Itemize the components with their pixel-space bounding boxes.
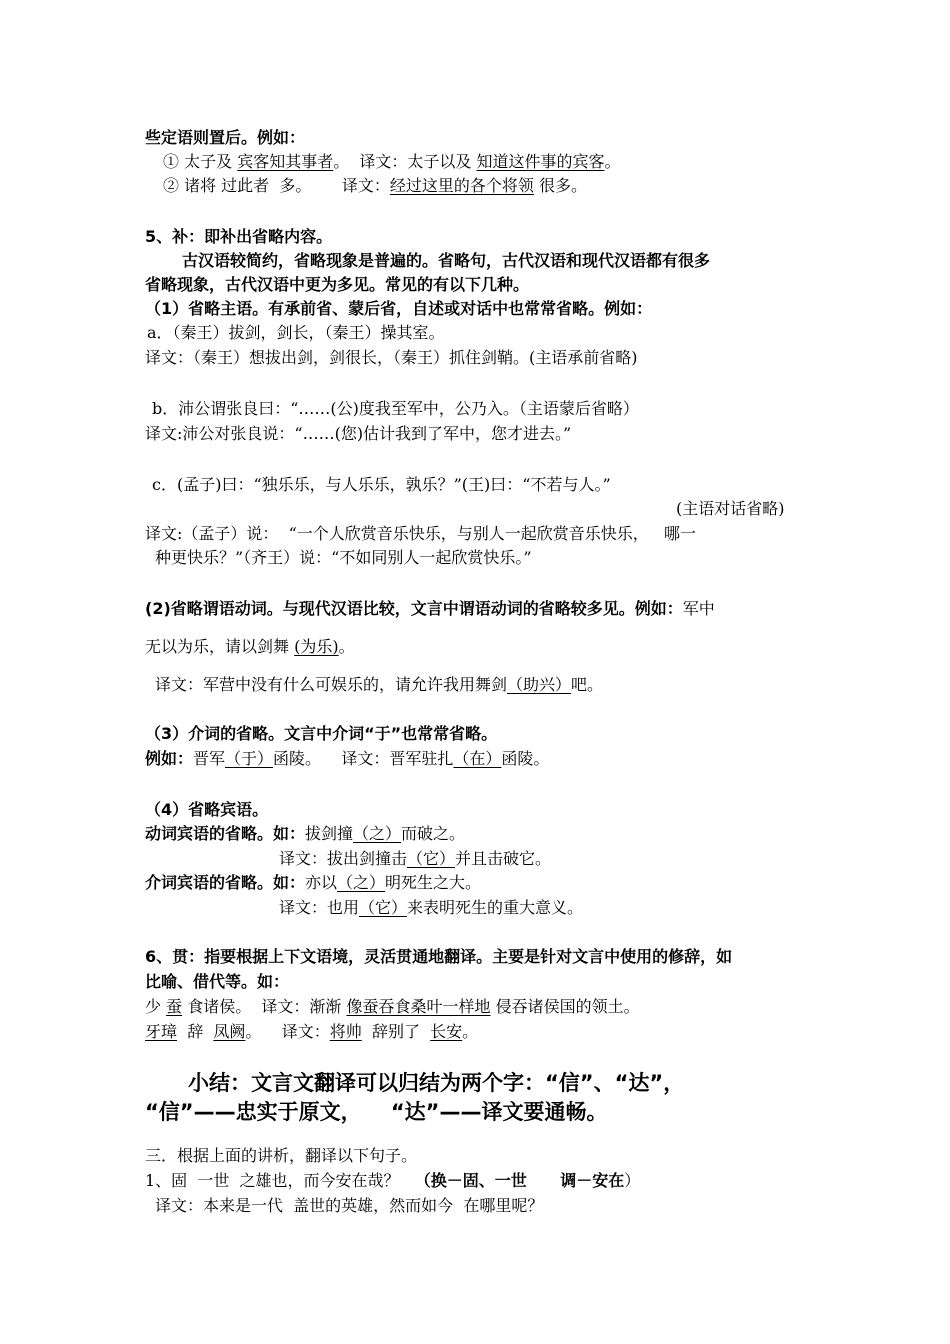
underlined-text: （于）	[225, 749, 274, 768]
bold-text: (2)省略谓语动词。与现代汉语比较，文言中谓语动词的省略较多见。例如：	[145, 599, 683, 618]
underlined-text: 将帅	[329, 1022, 362, 1041]
underlined-text: 凤阙	[213, 1022, 246, 1041]
text-line	[145, 723, 497, 745]
text-segment: 并且击破它。	[455, 849, 552, 868]
bold-text: 例如：	[145, 749, 194, 768]
text-segment: 亦以	[305, 873, 338, 892]
text-segment: c．(孟子)曰：“独乐乐，与人乐乐，孰乐？”(王)曰：“不若与人。”	[152, 475, 611, 494]
bold-text: （4）省略宾语。	[145, 800, 269, 819]
bold-text: 省略现象，古代汉语中更为多见。常见的有以下几种。	[145, 275, 530, 294]
underlined-text: （在）	[453, 749, 502, 768]
bold-text: 古汉语较简约，省略现象是普遍的。省略句，古代汉语和现代汉语都有很多	[182, 251, 711, 270]
text-segment: 辞	[177, 1022, 214, 1041]
text-segment: ① 太子及	[163, 152, 238, 171]
bold-text: （3）介词的省略。文言中介词“于”也常常省略。	[145, 724, 498, 743]
text-line	[279, 897, 583, 919]
bold-text: 6、贯：指要根据上下文语境，灵活贯通地翻译。主要是针对文言中使用的修辞，如	[145, 947, 733, 966]
text-line	[145, 127, 305, 149]
text-line	[145, 1021, 478, 1043]
text-segment: 译文:沛公对张良说：“……(您)估计我到了军中，您才进去。”	[145, 424, 572, 443]
text-segment: 。 译文：	[245, 1022, 330, 1041]
text-line	[163, 151, 621, 173]
text-segment: 明死生之大。	[385, 873, 482, 892]
bold-text: 些定语则置后。例如：	[145, 128, 306, 147]
text-segment: 晋军	[193, 749, 226, 768]
text-segment: 译文：拔出剑撞击	[279, 849, 408, 868]
text-line	[145, 799, 268, 821]
text-segment: a．（秦王）拔剑，剑长，（秦王）操其室。	[147, 323, 445, 342]
text-segment: 辞别了	[361, 1022, 431, 1041]
text-segment: 军中	[682, 599, 715, 618]
text-line	[145, 298, 652, 320]
text-segment: 函陵。 译文：晋军驻扎	[273, 749, 454, 768]
text-line	[145, 1170, 640, 1192]
text-line	[155, 547, 532, 569]
underlined-text: （之）	[337, 873, 386, 892]
text-segment: 而破之。	[401, 824, 466, 843]
underlined-text: （助兴）	[507, 675, 572, 694]
text-line	[145, 423, 571, 445]
text-segment: ）	[624, 1171, 641, 1190]
text-segment: 少	[145, 997, 167, 1016]
text-segment: b．沛公谓张良曰：“……(公)度我至军中，公乃入。（主语蒙后省略）	[152, 399, 639, 418]
underlined-text: (为乐)	[294, 637, 339, 656]
text-segment: 译文：（秦王）想拔出剑，剑很长，（秦王）抓住剑鞘。(主语承前省略)	[145, 348, 638, 367]
text-line	[155, 674, 603, 696]
text-segment: 1、固 一世 之雄也，而今安在哉？	[145, 1171, 415, 1190]
text-segment: ② 诸将 过此者 多。 译文：	[163, 176, 390, 195]
text-line	[188, 1068, 684, 1098]
text-line	[152, 398, 639, 420]
underlined-text: 知道这件事的宾客	[476, 152, 605, 171]
text-line	[147, 322, 445, 344]
text-segment: 无以为乐，请以剑舞	[145, 637, 295, 656]
text-segment: 吧。	[571, 675, 604, 694]
text-segment: 函陵。	[501, 749, 550, 768]
underlined-text: （它）	[407, 849, 456, 868]
text-line	[145, 347, 638, 369]
text-segment: 译文:（孟子）说： “一个人欣赏音乐快乐，与别人一起欣赏音乐快乐， 哪一	[145, 524, 697, 543]
text-segment: “信”——忠实于原文， “达”——译文要通畅。	[145, 1100, 608, 1124]
text-segment: 。	[338, 637, 355, 656]
text-segment: 译文：也用	[279, 898, 360, 917]
bold-text: （换－固、一世 调－安在	[414, 1171, 625, 1190]
text-segment: 小结：文言文翻译可以归结为两个字：“信”、“达”，	[188, 1071, 685, 1095]
text-segment: 。 译文：太子以及	[333, 152, 477, 171]
text-line	[182, 250, 710, 272]
underlined-text: 宾客知其事者	[237, 152, 334, 171]
text-line	[145, 598, 715, 620]
text-segment: 来表明死生的重大意义。	[407, 898, 584, 917]
bold-text: 5、补：即补出省略内容。	[145, 227, 333, 246]
text-line	[676, 498, 785, 520]
text-segment: 食诸侯。 译文：渐渐	[182, 997, 347, 1016]
text-line	[145, 226, 332, 248]
text-line	[145, 823, 465, 845]
underlined-text: 牙璋	[145, 1022, 178, 1041]
text-line	[145, 523, 696, 545]
text-segment: (主语对话省略)	[676, 499, 785, 518]
bold-text: 介词宾语的省略。如：	[145, 873, 306, 892]
text-line	[145, 946, 732, 968]
text-line	[279, 848, 551, 870]
text-segment: 译文：军营中没有什么可娱乐的，请允许我用舞剑	[155, 675, 508, 694]
text-line	[163, 175, 587, 197]
text-line	[145, 636, 355, 658]
bold-text: 动词宾语的省略。如：	[145, 824, 306, 843]
text-line	[145, 1097, 607, 1127]
underlined-text: 像蚕吞食桑叶一样地	[346, 997, 491, 1016]
text-line	[155, 1195, 543, 1217]
underlined-text: （之）	[353, 824, 402, 843]
text-segment: 拔剑撞	[305, 824, 354, 843]
text-line	[145, 748, 549, 770]
text-line	[145, 274, 529, 296]
text-line	[145, 971, 289, 993]
text-line	[152, 474, 611, 496]
text-line	[145, 872, 481, 894]
text-segment: 种更快乐？”（齐王）说：“不如同别人一起欣赏快乐。”	[155, 548, 532, 567]
text-segment: 。	[462, 1022, 479, 1041]
bold-text: （1）省略主语。有承前省、蒙后省，自述或对话中也常常省略。例如：	[145, 299, 653, 318]
underlined-text: 经过这里的各个将领	[389, 176, 534, 195]
underlined-text: 蚕	[166, 997, 183, 1016]
text-segment: 三．根据上面的讲析，翻译以下句子。	[145, 1146, 418, 1165]
underlined-text: 长安	[430, 1022, 463, 1041]
text-segment: 侵吞诸侯国的领土。	[490, 997, 640, 1016]
bold-text: 比喻、借代等。如：	[145, 972, 290, 991]
text-segment: 。	[604, 152, 621, 171]
text-line	[145, 996, 640, 1018]
underlined-text: （它）	[359, 898, 408, 917]
text-line	[145, 1145, 417, 1167]
text-segment: 译文：本来是一代 盖世的英雄，然而如今 在哪里呢？	[155, 1196, 544, 1215]
text-segment: 很多。	[533, 176, 587, 195]
